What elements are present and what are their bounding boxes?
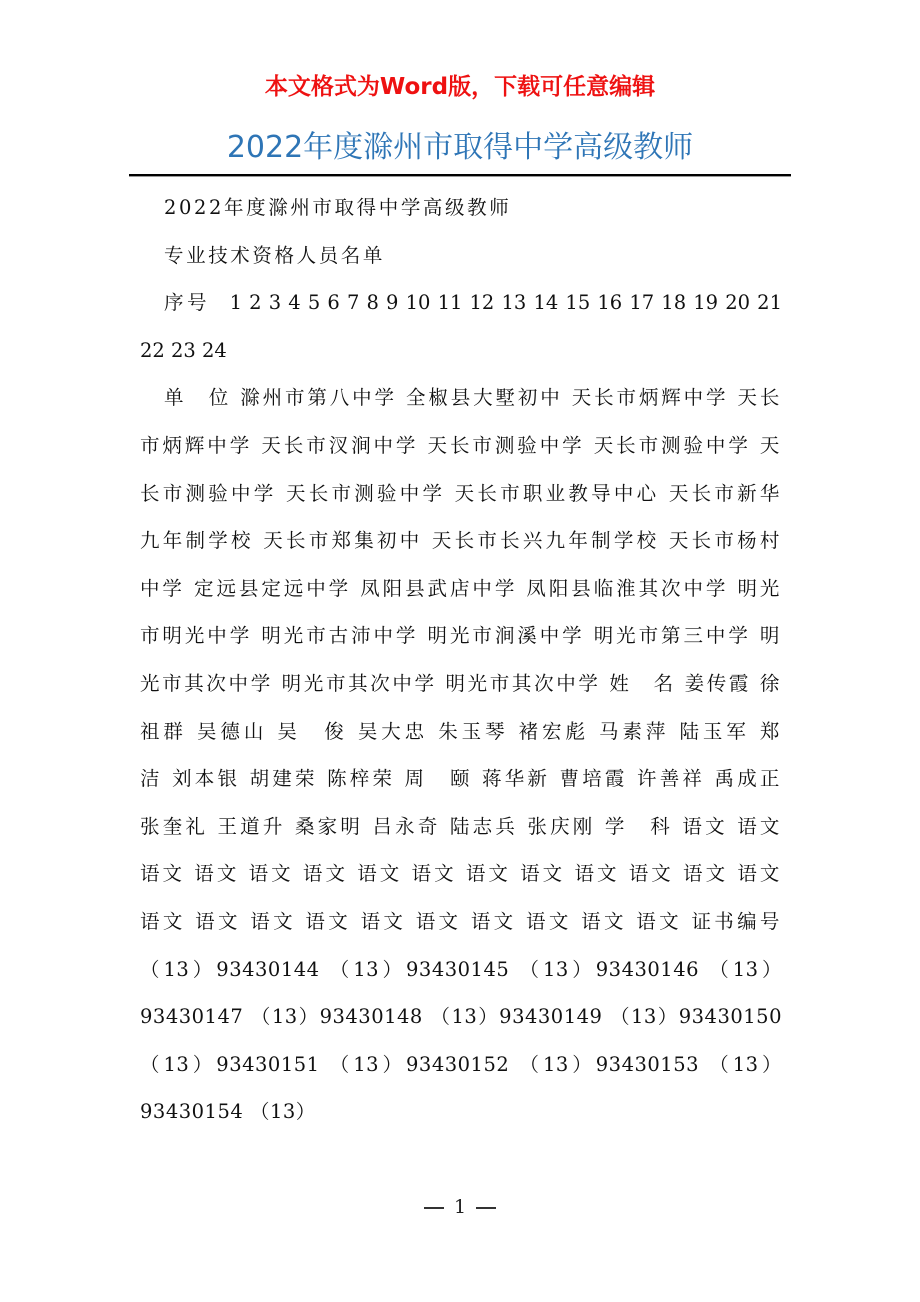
list-paragraph: [140, 374, 805, 1136]
serial-label: 序号: [164, 291, 211, 315]
document-title: 2022年度滁州市取得中学高级教师: [226, 130, 694, 165]
page-number: 1: [453, 1196, 467, 1218]
download-banner: 本文格式为Word版，下载可任意编辑: [264, 74, 656, 100]
heading-line-1: 2022年度滁州市取得中学高级教师: [164, 196, 512, 219]
name-list: 姜传霞 徐祖群 吴德山 吴 俊 吴大忠 朱玉琴 褚宏彪 马素萍 陆玉军 郑 洁 刘本银 胡建荣 陈梓荣 周 颐 蒋华新 曹培霞 许善祥 禹成正 张奎礼 王道升 桑家明 吕永奇 陆志兵 张庆刚: [140, 671, 805, 838]
document-body: [140, 184, 805, 1136]
subject-label: 学 科: [604, 814, 673, 838]
unit-list: 滁州市第八中学 全椒县大墅初中 天长市炳辉中学 天长市炳辉中学 天长市汊涧中学 天长市测验中学 天长市测验中学 天长市测验中学 天长市测验中学 天长市职业教导中心 天长市新华九年制学校 天长市郑集初中 天长市长兴九年制学校 天长市杨村中学 定远县定远中学 凤阳县武店中学 凤阳县临淮其次中学 明光市明光中学 明光市古沛中学 明光市涧溪中学 明光市第三中学 明光市其次中学 明光市其次中学 明光市其次中学: [140, 386, 782, 695]
footer-dash-left: [424, 1207, 444, 1209]
header-rule: [129, 174, 791, 176]
name-label: 姓 名: [609, 671, 676, 695]
serial-paragraph: [140, 279, 782, 374]
footer-dash-right: [476, 1207, 496, 1209]
heading-line-2: 专业技术资格人员名单: [164, 243, 386, 267]
page-footer: [0, 1196, 920, 1218]
cert-label: 证书编号: [691, 909, 782, 933]
cert-number-list: （13）93430144 （13）93430145 （13）93430146 （13）93430147 （13）93430148 （13）93430149 （13）93430150 （13）93430151 （13）93430152 （13）93430153 （13）93430154 （13）: [140, 957, 782, 1124]
unit-label: 单 位: [164, 386, 232, 410]
serial-numbers: 1 2 3 4 5 6 7 8 9 10 11 12 13 14 15 16 17 18 19 20 21 22 23 24: [140, 291, 782, 362]
subject-list: 语文 语文 语文 语文 语文 语文 语文 语文 语文 语文 语文 语文 语文 语文 语文 语文 语文 语文 语文 语文 语文 语文 语文 语文: [140, 814, 782, 933]
